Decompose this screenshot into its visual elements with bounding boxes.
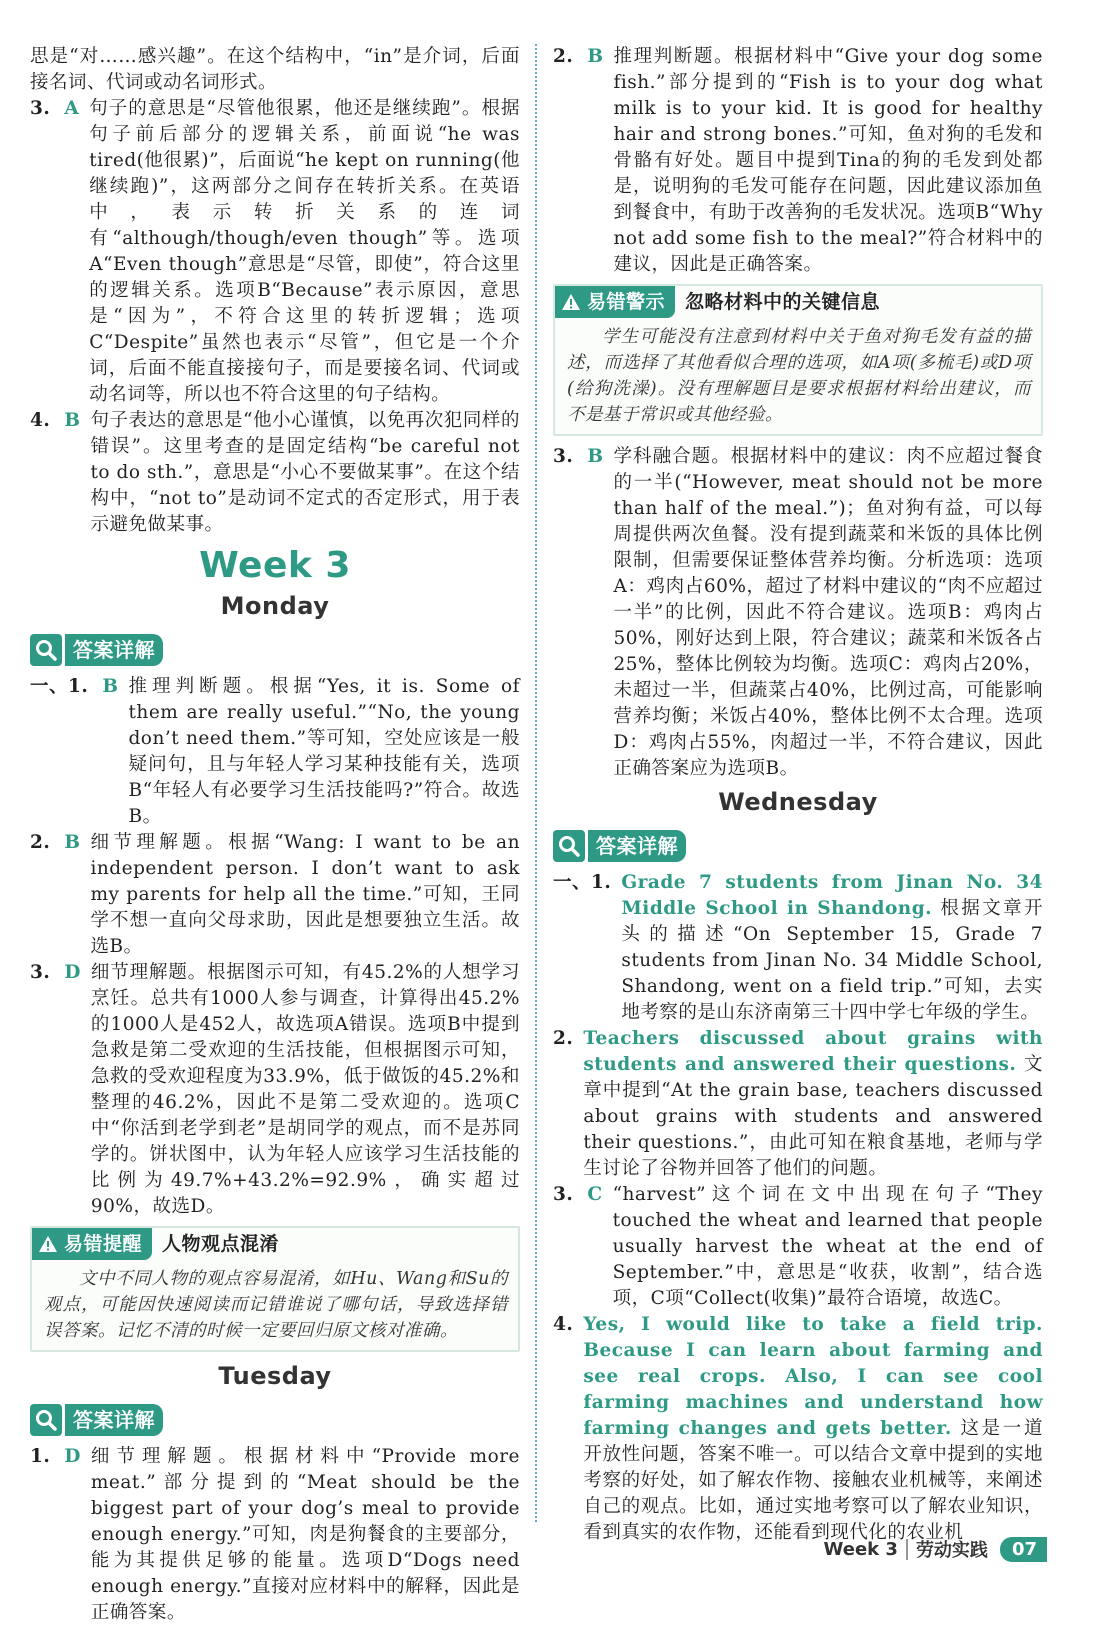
answer-letter: B [64,832,81,853]
badge-label: 答案详解 [588,830,686,862]
warning-tag: 易错提醒 [32,1228,152,1260]
answer-letter: B [587,46,604,67]
question-item [30,408,520,538]
question-explanation: 细节理解题。根据材料中“Provide more meat.”部分提到的“Meat should be the biggest part of your dog’s meal to provide enough energy.”可知，肉是狗餐食的主要部分，能为其提供足够的能量。选项D“Dogs need enough energy.”直接对应材料中的解释，因此是正确答案。 [90,1446,520,1623]
answer-text: Teachers discussed about grains with students and answered their questions. [583,1028,1043,1075]
warning-text: 文中不同人物的观点容易混淆，如Hu、Wang和Su的观点，可能因快速阅读而记错谁说了哪句话，导致选择错误答案。记忆不清的时候一定要回归原文核对准确。 [44,1269,508,1341]
week-title: Week 3 [199,545,351,586]
question-explanation: 根据文章开头的描述“On September 15, Grade 7 students from Jinan No. 34 Middle School, Shandong, went on a field trip.”可知，去实地考察的是山东济南第三十四中学七年级的学生。 [621,898,1043,1023]
footer-week: Week 3 [824,1539,908,1560]
error-warning-box [30,1226,520,1352]
warning-tag: 易错警示 [555,286,675,318]
question-explanation: 细节理解题。根据图示可知，有45.2%的人想学习烹饪。总共有1000人参与调查，计算得出45.2%的1000人是452人，故选项A错误。选项B中提到急救是第二受欢迎的生活技能，但根据图示可知，急救的受欢迎程度为33.9%，低于做饭的45.2%和整理的46.2%，因此不是第二受欢迎的。选项C中“你活到老学到老”是胡同学的观点，而不是苏同学的。饼状图中，认为年轻人应该学习生活技能的比例为49.7%+43.2%=92.9%，确实超过90%，故选D。 [90,962,520,1217]
answer-details-badge [553,830,686,862]
page-footer [824,1536,1047,1562]
error-warning-box [553,284,1043,436]
search-icon [30,1404,62,1436]
question-item [553,1182,1043,1312]
question-item [553,44,1043,278]
question-explanation: 句子表达的意思是“他小心谨慎，以免再次犯同样的错误”。这里考查的是固定结构“be careful not to do sth.”，意思是“小心不要做某事”。在这个结构中，“not to”是动词不定式的否定形式，用于表示避免做某事。 [90,410,520,535]
search-icon [553,830,585,862]
search-icon [30,634,62,666]
question-number: 4. B [30,410,81,431]
question-explanation: 句子的意思是“尽管他很累，他还是继续跑”。根据句子前后部分的逻辑关系，前面说“he was tired(他很累)”，后面说“he kept on running(他继续跑)”，这两部分之间存在转折关系。在英语中，表示转折关系的连词有“although/though/even though”等。选项A“Even though”意思是“尽管，即使”，符合这里的逻辑关系。选项B“Because”表示原因，意思是“因为”，不符合这里的转折逻辑；选项C“Despite”虽然也表示“尽管”，但它是一个介词，后面不能直接接句子，而是要接名词、代词或动名词等，所以也不符合这里的句子结构。 [89,98,520,405]
day-title-wednesday: Wednesday [718,788,878,816]
question-item [553,1312,1043,1546]
question-number: 一、1. [553,872,612,893]
answer-letter: B [587,446,604,467]
right-column [553,44,1043,1546]
question-explanation: 这是一道开放性问题，答案不唯一。可以结合文章中提到的实地考察的好处，如了解农作物、接触农业机械等，来阐述自己的观点。比如，通过实地考察可以了解农业知识，看到真实的农作物，还能看到现代化的农业机 [583,1418,1043,1543]
intro-paragraph: 思是“对……感兴趣”。在这个结构中，“in”是介词，后面接名词、代词或动名词形式。 [30,46,520,93]
answer-text: Grade 7 students from Jinan No. 34 Middle School in Shandong. [621,872,1043,919]
question-explanation: “harvest”这个词在文中出现在句子“They touched the wheat and learned that people usually harvest the wheat at the end of September.”中，意思是“收获，收割”，结合选项，C项“Collect(收集)”最符合语境，故选C。 [612,1184,1043,1309]
warning-title: 忽略材料中的关键信息 [685,291,881,313]
column-divider [535,44,537,1522]
question-item [553,870,1043,1026]
left-column [30,44,520,1626]
question-number: 2. [553,1028,574,1049]
question-number: 2. B [30,832,81,853]
warning-title: 人物观点混淆 [162,1233,280,1255]
page-number: 07 [1000,1537,1047,1562]
answer-letter: A [64,98,80,119]
question-explanation: 文章中提到“At the grain base, teachers discussed about grains with students and answered their questions.”，由此可知在粮食基地，老师与学生讨论了谷物并回答了他们的问题。 [583,1054,1043,1179]
answer-details-badge [30,634,163,666]
badge-label: 答案详解 [65,634,163,666]
day-title-monday: Monday [220,592,330,620]
badge-label: 答案详解 [65,1404,163,1436]
question-number: 3. C [553,1184,603,1205]
question-number: 1. D [30,1446,81,1467]
answer-letter: B [102,676,119,697]
question-item [553,1026,1043,1182]
question-item [30,1444,520,1626]
answer-text: Yes, I would like to take a field trip. Because I can learn about farming and see real crops. Also, I can see cool farming machines and understand how farming changes and gets better. [583,1314,1043,1439]
question-number: 3. D [30,962,81,983]
footer-section-label: 劳动实践 [915,1540,988,1561]
question-item [30,96,520,408]
question-number: 3. B [553,446,604,467]
question-explanation: 细节理解题。根据“Wang: I want to be an independent person. I don’t want to ask my parents for help all the time.”可知，王同学不想一直向父母求助，因此是想要独立生活。故选B。 [90,832,520,957]
answer-letter: D [64,1446,81,1467]
question-number: 2. B [553,46,604,67]
answer-details-badge [30,1404,163,1436]
question-number: 3. A [30,98,80,119]
warning-text: 学生可能没有注意到材料中关于鱼对狗毛发有益的描述，而选择了其他看似合理的选项，如A项(多梳毛)或D项(给狗洗澡)。没有理解题目是要求根据材料给出建议，而不是基于常识或其他经验。 [567,327,1031,425]
answer-letter: C [587,1184,603,1205]
question-number: 一、1. B [30,676,119,697]
warning-icon [561,293,581,311]
answer-letter: D [64,962,81,983]
day-title-tuesday: Tuesday [218,1362,332,1390]
question-item [30,960,520,1220]
question-item [553,444,1043,782]
question-item [30,830,520,960]
question-item [30,674,520,830]
question-explanation: 学科融合题。根据材料中的建议：肉不应超过餐食的一半(“However, meat should not be more than half of the meal.”)；鱼对狗有益，可以每周提供两次鱼餐。没有提到蔬菜和米饭的具体比例限制，但需要保证整体营养均衡。分析选项：选项A：鸡肉占60%，超过了材料中建议的“肉不应超过一半”的比例，因此不符合建议。选项B：鸡肉占50%，刚好达到上限，符合建议；蔬菜和米饭各占25%，整体比例较为均衡。选项C：鸡肉占20%，未超过一半，但蔬菜占40%，比例过高，可能影响营养均衡；米饭占40%，整体比例不太合理。选项D：鸡肉占55%，肉超过一半，不符合建议，因此正确答案应为选项B。 [613,446,1043,779]
question-number: 4. [553,1314,574,1335]
answer-letter: B [64,410,81,431]
warning-icon [38,1235,58,1253]
question-explanation: 推理判断题。根据“Yes, it is. Some of them are really useful.”“No, the young don’t need them.”等可知，空处应该是一般疑问句，且与年轻人学习某种技能有关，选项B“年轻人有必要学习生活技能吗?”符合。故选B。 [128,676,520,827]
question-explanation: 推理判断题。根据材料中“Give your dog some fish.”部分提到的“Fish is to your dog what milk is to your kid. It is good for healthy hair and strong bones.”可知，鱼对狗的毛发和骨骼有好处。题目中提到Tina的狗的毛发到处都是，说明狗的毛发可能存在问题，因此建议添加鱼到餐食中，有助于改善狗的毛发状况。选项B“Why not add some fish to the meal?”符合材料中的建议，因此是正确答案。 [613,46,1043,275]
